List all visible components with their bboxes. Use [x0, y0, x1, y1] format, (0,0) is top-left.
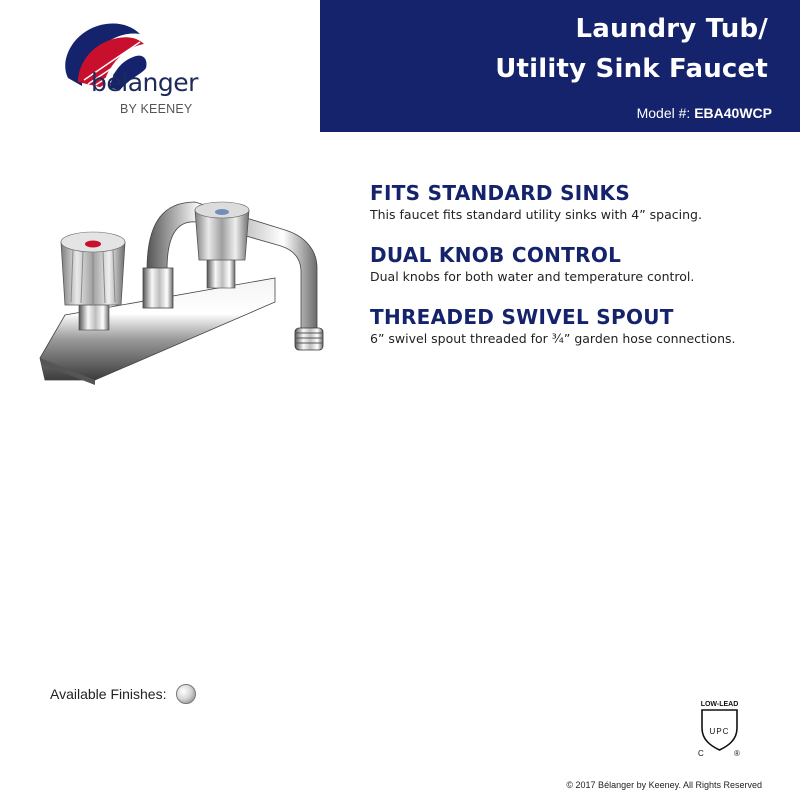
feature-title: FITS STANDARD SINKS: [370, 181, 631, 205]
product-header: [320, 0, 800, 132]
model-value: EBA40WCP: [694, 105, 772, 121]
model-label: Model #:: [636, 105, 691, 121]
finishes-label: Available Finishes:: [50, 686, 167, 702]
brand-subtitle: BY KEENEY: [120, 102, 193, 116]
upc-certification-icon: [692, 698, 747, 758]
svg-text:C: C: [698, 749, 704, 758]
feature-description: Dual knobs for both water and temperature control.: [370, 269, 695, 284]
feature-item: [370, 180, 780, 224]
feature-item: [370, 242, 780, 286]
model-number: [637, 105, 772, 121]
chrome-finish-swatch: [176, 684, 196, 704]
brand-name: bélanger: [91, 68, 198, 97]
product-title-line-1: Laundry Tub/: [575, 14, 768, 44]
svg-text:LOW-LEAD: LOW-LEAD: [700, 701, 739, 708]
svg-text:®: ®: [734, 749, 740, 758]
feature-item: [370, 304, 780, 348]
feature-description: 6” swivel spout threaded for ¾” garden hose connections.: [370, 331, 736, 346]
product-title-line-2: Utility Sink Faucet: [495, 54, 768, 84]
copyright-notice: © 2017 Bélanger by Keeney. All Rights Reserved: [566, 780, 762, 790]
feature-description: This faucet fits standard utility sinks with 4” spacing.: [370, 207, 702, 222]
faucet-image: [35, 190, 365, 390]
brand-logo: [48, 16, 218, 126]
faucet-illustration-icon: [35, 190, 365, 390]
low-lead-upc-certification: [692, 698, 747, 758]
svg-text:UPC: UPC: [709, 727, 730, 736]
feature-title: DUAL KNOB CONTROL: [370, 243, 622, 267]
available-finishes: [50, 684, 196, 704]
feature-title: THREADED SWIVEL SPOUT: [370, 305, 674, 329]
feature-list: [370, 180, 780, 366]
